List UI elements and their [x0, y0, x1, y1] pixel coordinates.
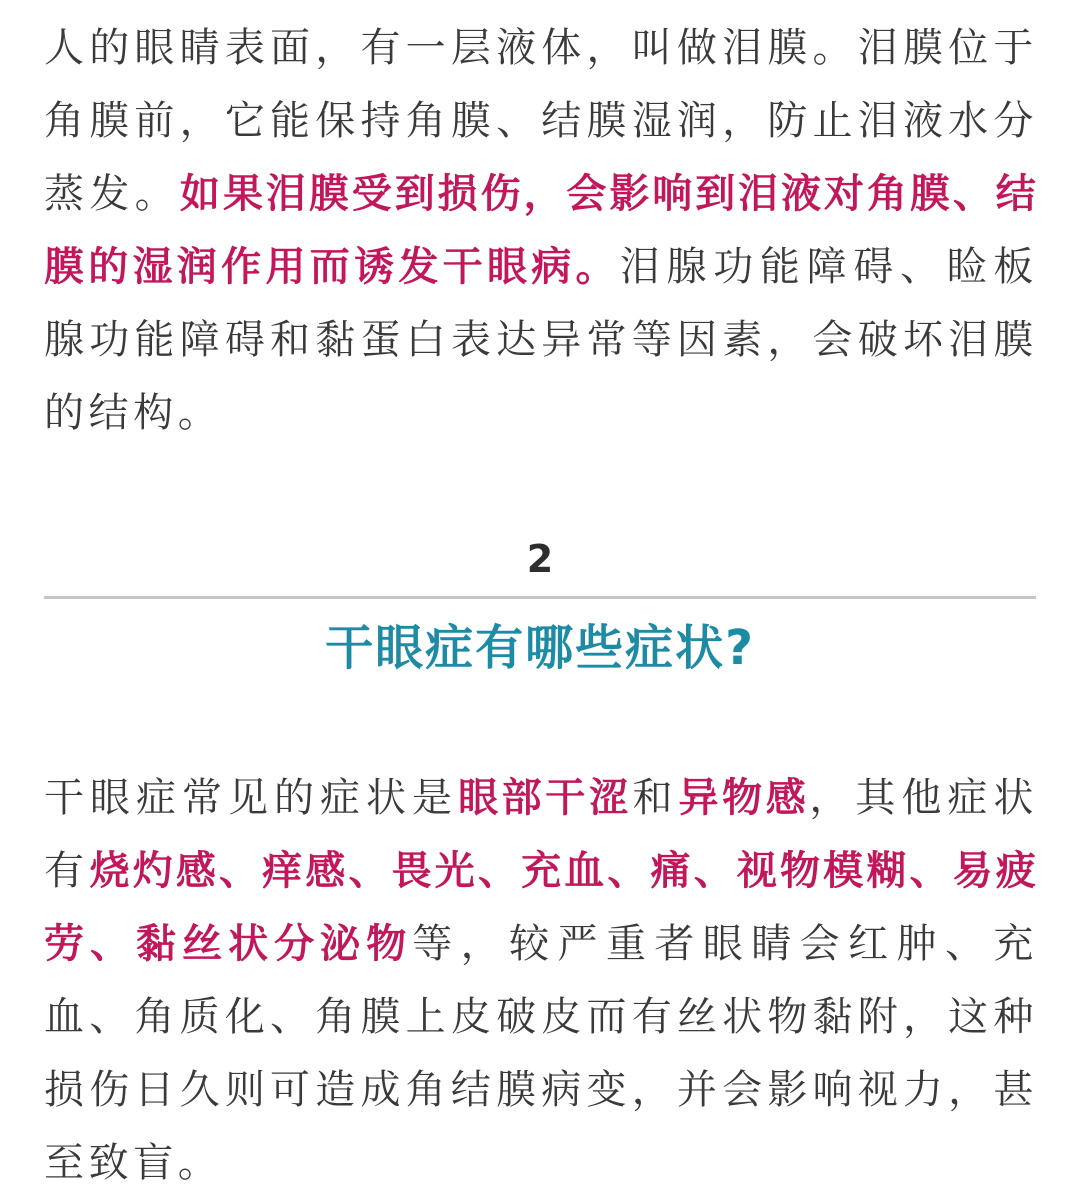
symptom-dry-eyes-highlight: 眼部干涩 — [458, 775, 633, 821]
intro-text-continued: 泪腺功能障碍、睑板腺功能障碍和黏蛋白表达异常等因素，会破坏泪膜的结构。 — [44, 244, 1038, 436]
section-number: 2 — [526, 537, 554, 581]
intro-text: 人的眼睛表面，有一层液体，叫做泪膜。泪膜位于角膜前，它能保持角膜、结膜湿润，防止泪液水分蒸发。 — [44, 25, 1038, 217]
symptoms-text-severe: 等，较严重者眼睛会红肿、充血、角质化、角膜上皮破皮而有丝状物黏附，这种损伤日久则可造成角结膜病变，并会影响视力，甚至致盲。 — [44, 921, 1038, 1186]
intro-paragraph — [44, 12, 1038, 450]
symptom-foreign-body-highlight: 异物感 — [678, 775, 810, 821]
intro-highlight: 如果泪膜受到损伤，会影响到泪液对角膜、结膜的湿润作用而诱发干眼病。 — [44, 171, 1038, 290]
section-divider — [44, 596, 1036, 599]
symptoms-paragraph — [44, 762, 1038, 1200]
symptoms-text-intro: 干眼症常见的症状是 — [44, 775, 459, 821]
symptoms-text-other: ，其他症状有 — [44, 775, 1038, 894]
symptom-list-highlight: 烧灼感、痒感、畏光、充血、痛、视物模糊、易疲劳、黏丝状分泌物 — [44, 848, 1038, 967]
section-title: 干眼症有哪些症状? — [325, 620, 755, 676]
symptoms-text-and: 和 — [632, 775, 679, 821]
